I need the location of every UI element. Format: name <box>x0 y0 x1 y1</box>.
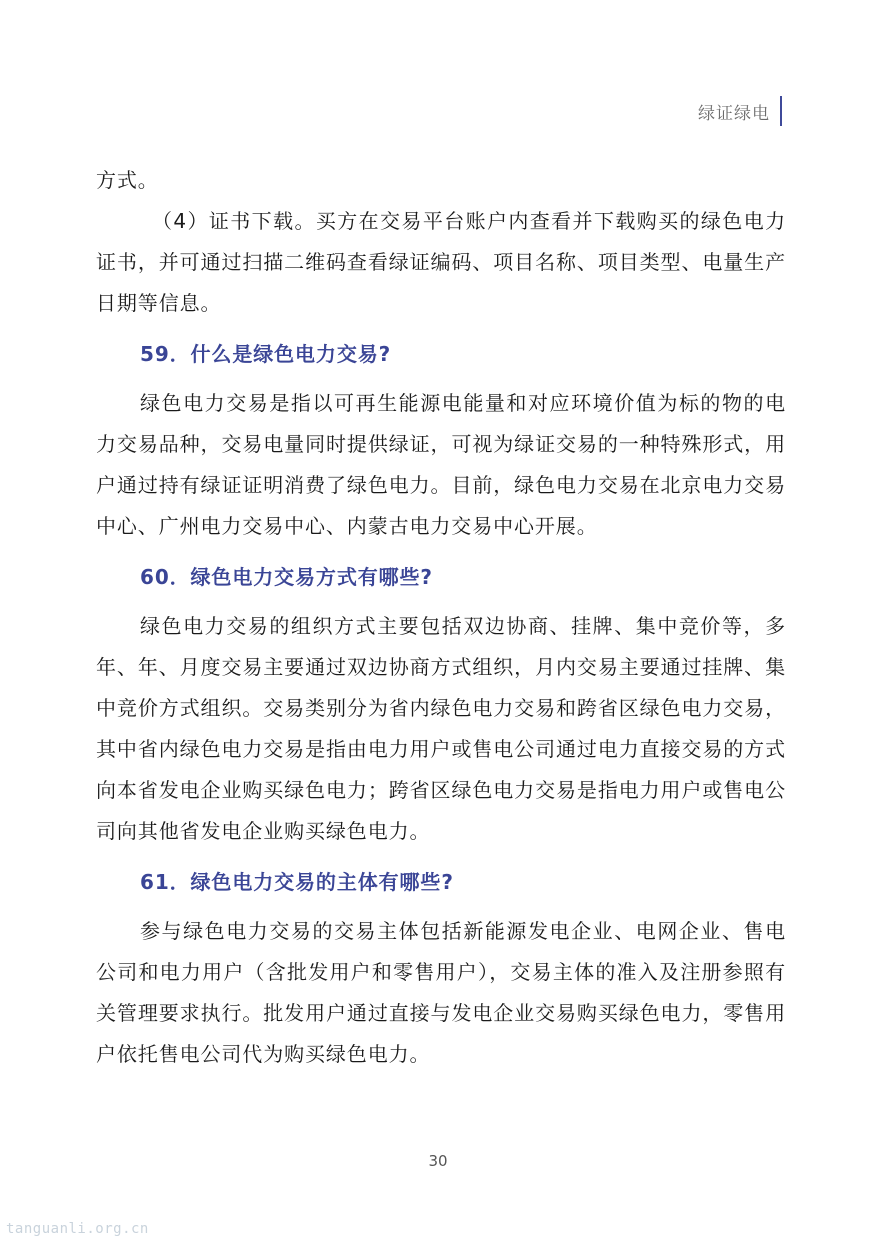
section-59-heading: 59．什么是绿色电力交易? <box>140 342 392 366</box>
header-divider-bar <box>780 96 782 126</box>
page-number: 30 <box>428 1152 448 1170</box>
section-59-body: 绿色电力交易是指以可再生能源电能量和对应环境价值为标的物的电力交易品种，交易电量同时提供绿证，可视为绿证交易的一种特殊形式，用户通过持有绿证证明消费了绿色电力。目前，绿色电力交易在北京电力交易中心、广州电力交易中心、内蒙古电力交易中心开展。 <box>96 391 786 538</box>
running-header <box>698 96 782 126</box>
continuation-text: 方式。 <box>96 168 159 192</box>
header-title: 绿证绿电 <box>698 103 770 124</box>
section-61-heading: 61．绿色电力交易的主体有哪些? <box>140 870 454 894</box>
section-60-body: 绿色电力交易的组织方式主要包括双边协商、挂牌、集中竞价等，多年、年、月度交易主要通过双边协商方式组织，月内交易主要通过挂牌、集中竞价方式组织。交易类别分为省内绿色电力交易和跨省区绿色电力交易，其中省内绿色电力交易是指由电力用户或售电公司通过电力直接交易的方式向本省发电企业购买绿色电力；跨省区绿色电力交易是指电力用户或售电公司向其他省发电企业购买绿色电力。 <box>96 614 786 843</box>
page-body <box>96 160 786 1075</box>
watermark-text: tanguanli.org.cn <box>6 1221 149 1237</box>
section-61-body: 参与绿色电力交易的交易主体包括新能源发电企业、电网企业、售电公司和电力用户（含批发用户和零售用户），交易主体的准入及注册参照有关管理要求执行。批发用户通过直接与发电企业交易购买绿色电力，零售用户依托售电公司代为购买绿色电力。 <box>96 919 786 1066</box>
section-60-heading: 60．绿色电力交易方式有哪些? <box>140 565 433 589</box>
step4-paragraph: （4）证书下载。买方在交易平台账户内查看并下载购买的绿色电力证书，并可通过扫描二维码查看绿证编码、项目名称、项目类型、电量生产日期等信息。 <box>96 209 786 315</box>
